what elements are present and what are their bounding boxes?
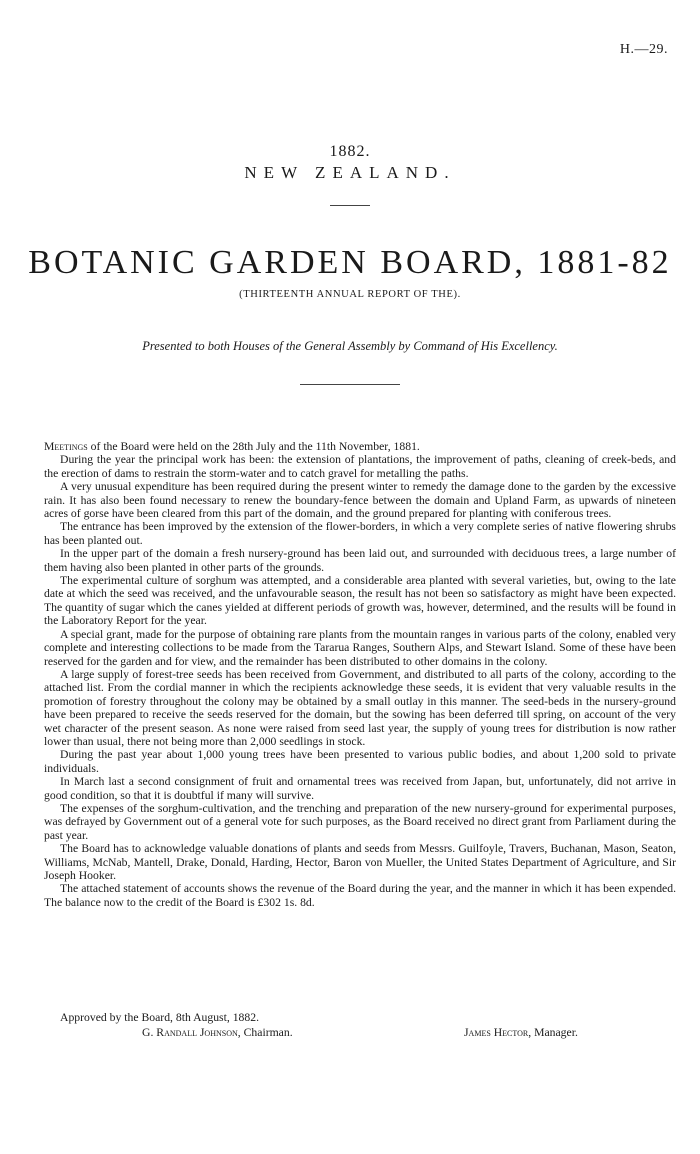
report-title: BOTANIC GARDEN BOARD, 1881-82	[28, 244, 672, 281]
mid-divider	[300, 384, 400, 385]
body-paragraph: A very unusual expenditure has been required during the present winter to remedy the damage done to the garden by the excessive rain. It has also been found necessary to renew the boundary-fence between the domain and Upland Farm, as upwards of nineteen acres of gorse have been cleared from this part of the domain, and the ground prepared for planting with coniferous trees.	[44, 480, 676, 521]
body-paragraph: During the year the principal work has been: the extension of plantations, the improvement of paths, cleaning of creek-beds, and the erection of dams to restrain the storm-water and to catch gravel for metalling the paths.	[44, 453, 676, 480]
page-number: H.—29.	[619, 42, 668, 57]
body-paragraph: The attached statement of accounts shows the revenue of the Board during the year, and the manner in which it has been expended. The balance now to the credit of the Board is £302 1s. 8d.	[44, 882, 676, 909]
report-body	[44, 440, 676, 909]
body-paragraph: The entrance has been improved by the extension of the flower-borders, in which a very complete series of native flowering shrubs has been planted out.	[44, 520, 676, 547]
body-paragraph: A large supply of forest-tree seeds has been received from Government, and distributed to all parts of the colony, according to the attached list. From the cordial manner in which the recipients acknowledge these seeds, it is evident that very valuable results in the promotion of forestry throughout the colony may be obtained by a small outlay in this manner. The seed-beds in the nursery-ground have been prepared to receive the seeds reserved for the domain, but the sowing has been deferred till spring, on account of the very wet character of the present season. As none were raised from seed last year, the supply of young trees for distribution is now rather lower than usual, there not being more than 2,000 seedlings in stock.	[44, 667, 676, 748]
manager-title: , Manager.	[528, 1026, 578, 1039]
body-paragraph	[44, 440, 676, 453]
report-subtitle: (THIRTEENTH ANNUAL REPORT OF THE).	[239, 289, 461, 300]
body-paragraph: During the past year about 1,000 young trees have been presented to various public bodies, and about 1,200 sold to private individuals.	[44, 748, 676, 775]
chairman-title: , Chairman.	[237, 1026, 293, 1039]
report-year: 1882.	[329, 143, 371, 160]
country-heading: NEW ZEALAND.	[244, 163, 456, 182]
body-paragraph: The Board has to acknowledge valuable donations of plants and seeds from Messrs. Guilfoyle, Travers, Buchanan, Mason, Seaton, Williams, McNab, Mantell, Drake, Donald, Harding, Hector, Baron von Mueller, the United States Department of Agriculture, and Sir Joseph Hooker.	[44, 842, 676, 882]
approval-line: Approved by the Board, 8th August, 1882.	[60, 1011, 259, 1024]
body-paragraph: In the upper part of the domain a fresh nursery-ground has been laid out, and surrounded with deciduous trees, a large number of them having also been planted in other parts of the grounds.	[44, 547, 676, 574]
body-paragraph: The expenses of the sorghum-cultivation, and the trenching and preparation of the new nursery-ground for experimental purposes, was defrayed by Government out of a general vote for such purposes, as the Board received no direct grant from Parliament during the past year.	[44, 801, 676, 842]
paragraph-text: of the Board were held on the 28th July and the 11th November, 1881.	[87, 440, 420, 453]
presented-line: Presented to both Houses of the General Assembly by Command of His Excellency.	[142, 339, 558, 353]
body-paragraph: The experimental culture of sorghum was attempted, and a considerable area planted with several varieties, but, owing to the late date at which the seed was received, and the unfavourable season, the result has not been so satisfactory as might have been expected. The quantity of sugar which the canes yielded at different periods of growth was, however, determined, and the results will be found in the Laboratory Report for the year.	[44, 574, 676, 628]
short-divider	[330, 205, 370, 206]
chairman-signature	[142, 1026, 293, 1039]
lead-word: Meetings	[44, 440, 88, 453]
chairman-name: G. Randall Johnson	[142, 1026, 238, 1039]
manager-signature	[464, 1026, 578, 1039]
body-paragraph: A special grant, made for the purpose of obtaining rare plants from the mountain ranges in various parts of the colony, enabled very complete and interesting collections to be made from the Tararua Ranges, Southern Alps, and Stewart Island. Some of these have been reserved for the garden and for view, and the remainder has been distributed to other domains in the colony.	[44, 627, 676, 668]
body-paragraph: In March last a second consignment of fruit and ornamental trees was received from Japan, but, unfortunately, did not arrive in good condition, so that it is doubtful if many will survive.	[44, 775, 676, 802]
manager-name: James Hector	[464, 1026, 529, 1039]
